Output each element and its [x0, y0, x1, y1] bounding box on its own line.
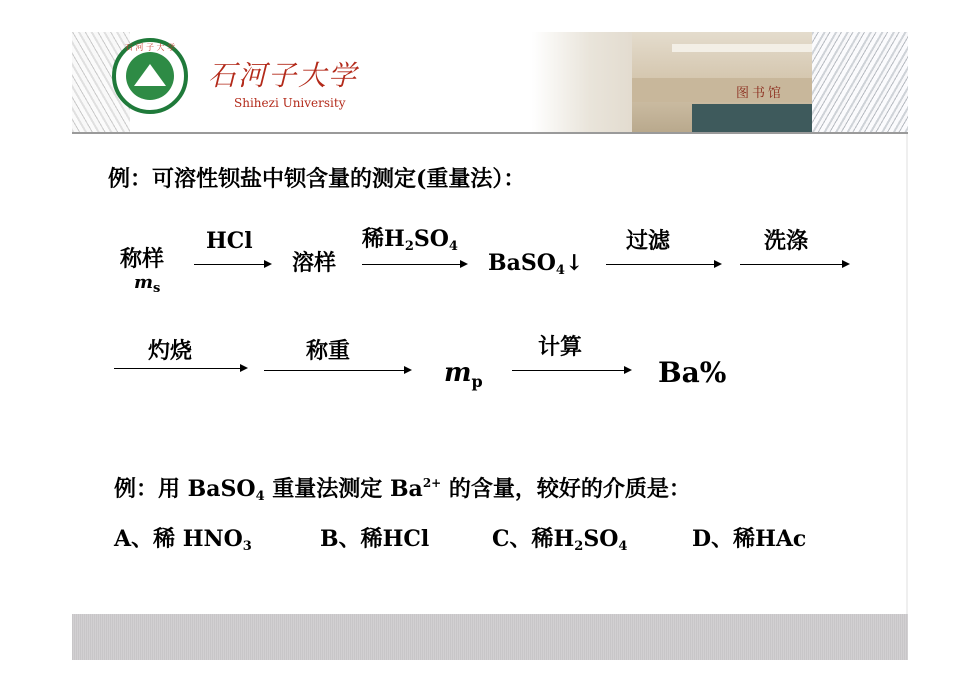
arrow-wash: [740, 264, 848, 265]
logo-emblem: [126, 52, 174, 100]
arrow-weigh: [264, 370, 410, 371]
university-logo-icon: [112, 38, 188, 114]
mass-precipitate-label: $m_p$: [444, 358, 483, 391]
frost-tree-right: [812, 32, 908, 132]
option-c: C、稀H2SO4: [492, 526, 628, 554]
step-weigh: 称重: [306, 338, 351, 364]
mountain-icon: [134, 64, 166, 86]
step-weigh-sample: 称样: [120, 246, 165, 272]
mass-sample-label: $m_s$: [134, 272, 161, 296]
slide-edge: [906, 134, 908, 614]
option-b: B、稀HCl: [320, 526, 430, 552]
step-filter: 过滤: [626, 228, 671, 254]
step-wash: 洗涤: [764, 228, 809, 254]
step-dissolve: 溶样: [292, 250, 337, 276]
building-sign: 图书馆: [736, 86, 785, 101]
reagent-hcl: HCl: [206, 228, 253, 254]
precipitate-baso4: BaSO4↓: [488, 250, 584, 278]
result-ba-percent: Ba%: [658, 356, 727, 389]
arrow-filter: [606, 264, 720, 265]
building-roof: [672, 44, 832, 52]
university-name-en: Shihezi University: [234, 96, 346, 110]
arrow-calculate: [512, 370, 630, 371]
option-a: A、稀 HNO3: [114, 526, 252, 554]
example2-question: 例：用 BaSO4 重量法测定 $Ba^{2+}$ 的含量，较好的介质是：: [114, 476, 691, 504]
example1-title: 例：可溶性钡盐中钡含量的测定(重量法）：: [108, 166, 526, 192]
header-banner: [72, 32, 908, 132]
arrow-ignite: [114, 368, 246, 369]
slide: [72, 32, 908, 660]
option-d: D、稀HAc: [692, 526, 807, 552]
header-divider: [72, 132, 908, 134]
logo-ring-text: 石 河 子 大 学: [124, 43, 176, 52]
arrow-hcl: [194, 264, 270, 265]
university-name-cn: 石河子大学: [208, 59, 359, 92]
footer-bar: [72, 614, 908, 660]
reagent-dilute-h2so4: 稀H2SO4: [362, 226, 458, 254]
step-ignite: 灼烧: [148, 338, 193, 364]
arrow-h2so4: [362, 264, 466, 265]
step-calculate: 计算: [538, 334, 583, 360]
